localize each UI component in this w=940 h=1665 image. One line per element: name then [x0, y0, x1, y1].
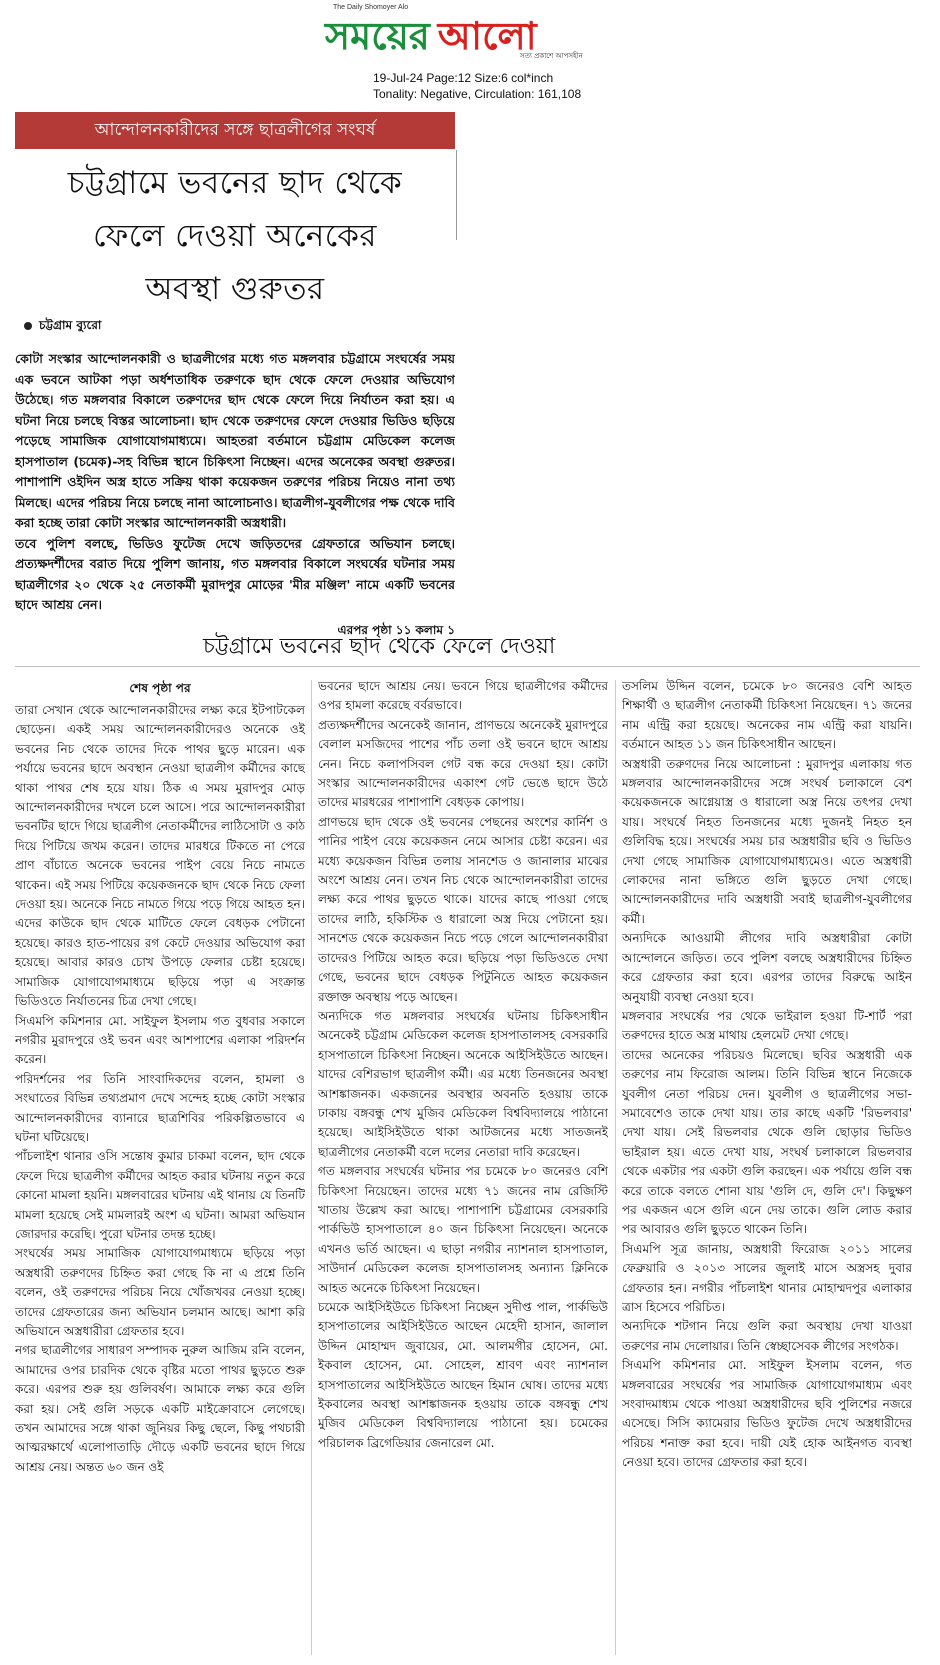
- paragraph: প্রত্যক্ষদর্শীদের অনেকেই জানান, প্রাণভয়ে অনেকেই মুরাদপুরে বেলাল মসজিদের পাশের পাঁচ তলা ওই ভবনে ছাদে আশ্রয় নেন। নিচে কলাপসিবল গেট বন্ধ করে দেওয়া হয়। কোটা সংস্কার আন্দোলনকারীদের একাংশ গেট ভেঙে ছাদে উঠে তাদের মারধরের পাশাপাশি বেধড়ক কোপায়।: [318, 717, 608, 810]
- lead-paragraph-2: তবে পুলিশ বলছে, ভিডিও ফুটেজ দেখে জড়িতদের গ্রেফতারে অভিযান চলছে। প্রত্যক্ষদর্শীদের বরাত দিয়ে পুলিশ জানায়, গত মঙ্গলবার বিকালে সংঘর্ষের ঘটনার সময় ছাত্রলীগের ২০ থেকে ২৫ নেতাকর্মী মুরাদপুর মোড়ের 'মীর মঞ্জিল' নামে একটি ভবনের ছাদে আশ্রয় নেন।: [15, 535, 455, 612]
- paragraph: তাদের অনেকের পরিচয়ও মিলেছে। ছবির অস্ত্রধারী এক তরুণের নাম ফিরোজ আলম। তিনি বিভিন্ন স্থানে নিজেকে যুবলীগ নেতা পরিচয় দেন। যুবলীগ ও ছাত্রলীগের সভা-সমাবেশেও তাকে দেখা যায়। তার কাছে একটি 'রিভলবার' দেখা যায়। সেই রিভলবার থেকে গুলি ছোড়ার ভিডিও ভাইরাল হয়। এতে দেখা যায়, সংঘর্ষ চলাকালে রিভলবার থেকে একটার পর একটা গুলি করছেন। এক পর্যায়ে গুলি বন্ধ করে তাকে বলতে শোনা যায় 'গুলি দে, গুলি দে'। কিছুক্ষণ পর একজন এসে গুলি এনে দেয় তাকে। গুলি লোড করার পর আবারও গুলি ছুড়তে থাকেন তিনি।: [622, 1047, 912, 1237]
- logo-part-green: সময়ের: [325, 14, 430, 58]
- divider: [456, 150, 457, 240]
- divider: [15, 666, 920, 667]
- headline-line-3: অবস্থা গুরুতর: [145, 271, 325, 307]
- paragraph: সংঘর্ষের সময় সামাজিক যোগাযোগমাধ্যমে ছড়িয়ে পড়া অস্ত্রধারী তরুণদের চিহ্নিত করা গেছে কি না এ প্রশ্নে তিনি বলেন, ওই তরুণদের পরিচয় নিয়ে খোঁজখবর নেওয়া হচ্ছে। তাদের গ্রেফতারের জন্য অভিযান চলমান আছে। আশা করি অভিযানে অস্ত্রধারীরা গ্রেফতার হবে।: [15, 1246, 305, 1338]
- paragraph: পাঁচলাইশ থানার ওসি সন্তোষ কুমার চাকমা বলেন, ছাদ থেকে ফেলে দিয়ে ছাত্রলীগ কর্মীদের আহত করার ঘটনায় নতুন করে কোনো মামলা হয়নি। মঙ্গলবারের ঘটনায় এই থানায় যে তিনটি মামলা হয়েছে সেই মামলারই অংশ এ ঘটনা। আমরা অভিযান জোরদার করেছি। পুরো ঘটনার তদন্ত হচ্ছে।: [15, 1149, 305, 1241]
- byline: চট্টগ্রাম ব্যুরো: [39, 318, 102, 332]
- front-page-clip: [15, 112, 455, 660]
- paragraph: অস্ত্রধারী তরুণদের নিয়ে আলোচনা : মুরাদপুর এলাকায় গত মঙ্গলবার আন্দোলনকারীদের সঙ্গে সংঘর্ষ চলাকালে বেশ কয়েকজনকে আগ্নেয়াস্ত্র ও ধারালো অস্ত্র নিয়ে তৎপর দেখা যায়। সংঘর্ষে নিহত তিনজনের মধ্যে দুজনই নিহত হন গুলিবিদ্ধ হয়ে। সংঘর্ষের সময় চার অস্ত্রধারীর ছবি ও ভিডিও দেখা গেছে সামাজিক যোগাযোগমাধ্যমেও। এতে অস্ত্রধারী লোকদের নানা ভঙ্গিতে গুলি ছুড়তে দেখা গেছে। আন্দোলনকারীদের দাবি অস্ত্রধারী সবাই ছাত্রলীগ-যুবলীগের কর্মী।: [622, 756, 912, 926]
- paragraph: ভবনের ছাদে আশ্রয় নেয়। ভবনে গিয়ে ছাত্রলীগের কর্মীদের ওপর হামলা করেছে বর্বরভাবে।: [318, 679, 608, 713]
- paragraph: তসলিম উদ্দিন বলেন, চমেকে ৮০ জনেরও বেশি আহত শিক্ষার্থী ও ছাত্রলীগ নেতাকর্মী চিকিৎসা নিয়েছেন। ৭১ জনের নাম এন্ট্রি করা হয়েছে। অনেকের নাম এন্ট্রি করা যায়নি। বর্তমানে আহত ১১ জন চিকিৎসাধীন আছেন।: [622, 679, 912, 752]
- paragraph: গত মঙ্গলবার সংঘর্ষের ঘটনার পর চমেকে ৮০ জনেরও বেশি চিকিৎসা নিয়েছেন। তাদের মধ্যে ৭১ জনের নাম রেজিস্টি খাতায় উল্লেখ করা আছে। পাশাপাশি চট্টগ্রামের বেসরকারি পার্কভিউ হাসপাতালে ৪০ জন চিকিৎসা নিয়েছেন। অনেকে এখনও ভর্তি আছেন। এ ছাড়া নগরীর ন্যাশনাল হাসপাতাল, সাউদার্ন মেডিকেল কলেজ হাসপাতালসহ অন্যান্য ক্লিনিকে আহত অনেকে চিকিৎসা নিয়েছেন।: [318, 1164, 608, 1295]
- headline-line-2: ফেলে দেওয়া অনেকের: [93, 218, 377, 254]
- column-3: [622, 677, 912, 1657]
- paragraph: নগর ছাত্রলীগের সাধারণ সম্পাদক নুরুল আজিম রনি বলেন, আমাদের ওপর চারদিক থেকে বৃষ্টির মতো পাথর ছুড়তে শুরু করে। এরপর শুরু হয় গুলিবর্ষণ। আমাকে লক্ষ্য করে গুলি করা হয়। সেই গুলি সড়কে একটি মাইক্রোবাসে লেগেছে। তখন আমাদের সঙ্গে থাকা জুনিয়র কিছু ছেলে, কিছু পথচারী আত্মরক্ষার্থে এলোপাতাড়ি দৌড়ে একটি ভবনের ছাদে গিয়ে আশ্রয় নেয়। অন্তত ৬০ জন ওই: [15, 1343, 305, 1474]
- masthead: [0, 0, 940, 120]
- continued-from-label: শেষ পৃষ্ঠা পর: [129, 681, 191, 695]
- lead-text: [15, 349, 455, 621]
- paragraph: সিএমপি কমিশনার মো. সাইফুল ইসলাম বলেন, গত মঙ্গলবারের সংঘর্ষের পর সামাজিক যোগাযোগমাধ্যম এবং সংবাদমাধ্যম থেকে পাওয়া অস্ত্রধারীদের ছবি পুলিশের নজরে এসেছে। সিসি ক্যামেরার ভিডিও ফুটেজ দেখে অস্ত্রধারীদের পরিচয় শনাক্ত করা হবে। দায়ী যেই হোক আইনগত ব্যবস্থা নেওয়া হবে। তাদের গ্রেফতার করা হবে।: [622, 1358, 912, 1470]
- logo-part-red: আলো: [437, 14, 537, 58]
- paragraph: তারা সেখান থেকে আন্দোলনকারীদের লক্ষ্য করে ইটপাটকেল ছোড়েন। একই সময় আন্দোলনকারীদেরও অনেকে ওই ভবনের নিচ থেকে তাদের দিকে পাথর ছুড়ে মারেন। এক পর্যায়ে ভবনের ছাদে অবস্থান নেওয়া ছাত্রলীগ কর্মীদের কাছে থাকা পাথর শেষ হয়ে যায়। ঠিক এ সময় মুরাদপুর মোড় আন্দোলনকারীদের দখলে চলে আসে। পরে আন্দোলনকারীরা ভবনটির ছাদে গিয়ে ছাত্রলীগ নেতাকর্মীদের লাঠিসোটা ও কাঠ দিয়ে পিটিয়ে জখম করেন। তাদের মারধরে টিকতে না পেরে প্রাণ বাঁচাতে অনেকে ভবনের পাইপ বেয়ে নিচে নামতে থাকেন। এই সময় পিটিয়ে কয়েকজনকে ছাদ থেকে নিচে ফেলা দেওয়া হয়। অনেকে নিচে নামতে গিয়ে পড়ে গিয়ে আহত হন। এদের কাউকে ছাদ থেকে মাটিতে ফেলে বেধড়ক পেটানো হয়েছে। কারও হাত-পায়ের রগ কেটে দেওয়ার অভিযোগ করা হয়েছে। আবার কারও চোখ উপড়ে ফেলার চেষ্টা হয়েছে। সামাজিক যোগাযোগমাধ্যমে ছড়িয়ে পড়া এ সংক্রান্ত ভিডিওতে নির্যাতনের চিত্র দেখা গেছে।: [15, 703, 305, 1009]
- paragraph: অন্যদিকে গত মঙ্গলবার সংঘর্ষের ঘটনায় চিকিৎসাধীন অনেকেই চট্টগ্রাম মেডিকেল কলেজ হাসপাতালসহ বেসরকারি হাসপাতালে চিকিৎসা নিচ্ছেন। অনেকে আইসিইউতে আছেন। যাদের বেশিরভাগ ছাত্রলীগ কর্মী। এর মধ্যে তিনজনের অবস্থা আশঙ্কাজনক। একজনের অবস্থার অবনতি হওয়ায় তাকে ঢাকায় বঙ্গবন্ধু শেখ মুজিব মেডিকেল বিশ্ববিদ্যালয়ে পাঠানো হয়েছে। আইসিইউতে থাকা আটজনের মধ্যে সাতজনই ছাত্রলীগের নেতাকর্মী বলে দলের নেতারা দাবি করেছেন।: [318, 1008, 608, 1159]
- masthead-tagline: সত্য প্রকাশে আপসহীন: [520, 52, 583, 60]
- headline-line-1: চট্টগ্রামে ভবনের ছাদ থেকে: [67, 165, 403, 201]
- bullet-icon: [24, 322, 32, 330]
- continuation-title: চট্টগ্রামে ভবনের ছাদ থেকে ফেলে দেওয়া: [203, 634, 556, 659]
- clip-meta-line-1: 19-Jul-24 Page:12 Size:6 col*inch: [373, 71, 554, 85]
- paragraph: চমেকে আইসিইউতে চিকিৎসা নিচ্ছেন সুদীপ্ত পাল, পার্কভিউ হাসপাতালের আইসিইউতে আছেন মেহেদী হাসান, জালাল উদ্দিন মোহাম্মদ জুবায়ের, মো. আলমগীর হোসেন, মো. ইকবাল হোসেন, মো. সোহেল, শ্রাবণ এবং ন্যাশনাল হাসপাতালের আইসিইউতে আছেন হিমান ঘোষ। তাদের মধ্যে ইকবালের অবস্থা আশঙ্কাজনক হওয়ায় তাকে বঙ্গবন্ধু শেখ মুজিব মেডিকেল বিশ্ববিদ্যালয়ে পাঠানো হয়। চমেকের পরিচালক ব্রিগেডিয়ার জেনারেল মো.: [318, 1300, 608, 1450]
- paragraph: অন্যদিকে আওয়ামী লীগের দাবি অস্ত্রধারীরা কোটা আন্দোলনে জড়িত। তবে পুলিশ বলছে অস্ত্রধারীদের চিহ্নিত করে গ্রেফতার করা হবে। এরপর তাদের বিরুদ্ধে আইন অনুযায়ী ব্যবস্থা নেওয়া হবে।: [622, 931, 912, 1004]
- lead-paragraph-1: কোটা সংস্কার আন্দোলনকারী ও ছাত্রলীগের মধ্যে গত মঙ্গলবার চট্টগ্রামে সংঘর্ষের সময় এক ভবনে আটকা পড়া অর্ধশতাধিক তরুণকে ছাদ থেকে ফেলে দেওয়ার অভিযোগ উঠেছে। গত মঙ্গলবার বিকালে তরুণদের ছাদ থেকে ফেলে দিয়ে নির্যাতন করা হয়। এ ঘটনা নিয়ে চলছে বিস্তর আলোচনা। ছাদ থেকে তরুণদের ফেলে দেওয়ার ভিডিও ছড়িয়ে পড়েছে সামাজিক যোগাযোগমাধ্যমে। আহতরা বর্তমানে চট্টগ্রাম মেডিকেল কলেজ হাসপাতাল (চমেক)-সহ বিভিন্ন স্থানে চিকিৎসা নিচ্ছেন। এদের অনেকের অবস্থা গুরুতর। পাশাপাশি ওইদিন অস্ত্র হাতে সক্রিয় থাকা কয়েকজন তরুণের পরিচয় নিয়েও নানা তথ্য মিলছে। এদের পরিচয় নিয়ে চলছে নানা আলোচনাও। ছাত্রলীগ-যুবলীগের পক্ষ থেকে দাবি করা হচ্ছে তারা কোটা সংস্কার আন্দোলনকারী অস্ত্রধারী।: [15, 351, 455, 530]
- column-2: [318, 677, 608, 1657]
- masthead-english-title: The Daily Shomoyer Alo: [333, 4, 409, 11]
- paragraph: মঙ্গলবার সংঘর্ষের পর থেকে ভাইরাল হওয়া টি-শার্ট পরা তরুণদের হাতে অস্ত্র মাথায় হেলমেট দেখা গেছে।: [622, 1008, 912, 1043]
- jump-reference: এরপর পৃষ্ঠা ১১ কলাম ১: [337, 623, 455, 637]
- paragraph: সিএমপি সূত্র জানায়, অস্ত্রধারী ফিরোজ ২০১১ সালের ফেব্রুয়ারি ও ২০১৩ সালের জুলাই মাসে অস্ত্রসহ দুবার গ্রেফতার হন। নগরীর পাঁচলাইশ থানার মোহাম্মদপুর এলাকার ত্রাস হিসেবে পরিচিত।: [622, 1241, 912, 1314]
- clip-meta-line-2: Tonality: Negative, Circulation: 161,108: [373, 87, 582, 101]
- column-divider: [615, 680, 616, 1655]
- paragraph: পরিদর্শনের পর তিনি সাংবাদিকদের বলেন, হামলা ও সংঘাতের বিভিন্ন তথ্যপ্রমাণ দেখে সন্দেহ হচ্ছে কোটা সংস্কার আন্দোলনকারীদের ব্যানারে ছাত্রশিবির পরিকল্পিতভাবে এ ঘটনা ঘটিয়েছে।: [15, 1071, 305, 1144]
- paragraph: অন্যদিকে শটগান নিয়ে গুলি করা অবস্থায় দেখা যাওয়া তরুণের নাম দেলোয়ার। তিনি স্বেচ্ছাসেবক লীগের সংগঠক।: [622, 1319, 912, 1353]
- column-1: [15, 677, 305, 1657]
- paragraph: সিএমপি কমিশনার মো. সাইফুল ইসলাম গত বুধবার সকালে নগরীর মুরাদপুরে ওই ভবন এবং আশপাশের এলাকা পরিদর্শন করেন।: [15, 1013, 305, 1067]
- paragraph: প্রাণভয়ে ছাদ থেকে ওই ভবনের পেছনের অংশের কার্নিশ ও পানির পাইপ বেয়ে কয়েকজন নেমে আসার চেষ্টা করেন। এর মধ্যে কয়েকজন বিভিন্ন তলায় সানশেড ও জানালার মাঝের অংশে আশ্রয় নেন। তখন নিচ থেকে আন্দোলনকারীরা তাদের লক্ষ্য করে পাথর ছুড়তে থাকে। যাদের কাছে পাওয়া গেছে তাদের লাঠি, হকিস্টিক ও ধারালো অস্ত্র দিয়ে পেটানো হয়। সানশেড থেকে কয়েকজন নিচে পড়ে গেলে আন্দোলনকারীরা তাদেরও পিটিয়ে আহত করে। ছড়িয়ে পড়া ভিডিওতে দেখা গেছে, ভবনের ছাদে বেধড়ক পিটুনিতে আহত কয়েকজন রক্তাক্ত অবস্থায় পড়ে আছেন।: [318, 814, 608, 1004]
- newspaper-logo: [325, 12, 537, 60]
- kicker-banner: আন্দোলনকারীদের সঙ্গে ছাত্রলীগের সংঘর্ষ: [15, 112, 455, 149]
- headline: [15, 157, 455, 316]
- column-divider: [311, 680, 312, 1655]
- clip-metadata: [373, 70, 581, 102]
